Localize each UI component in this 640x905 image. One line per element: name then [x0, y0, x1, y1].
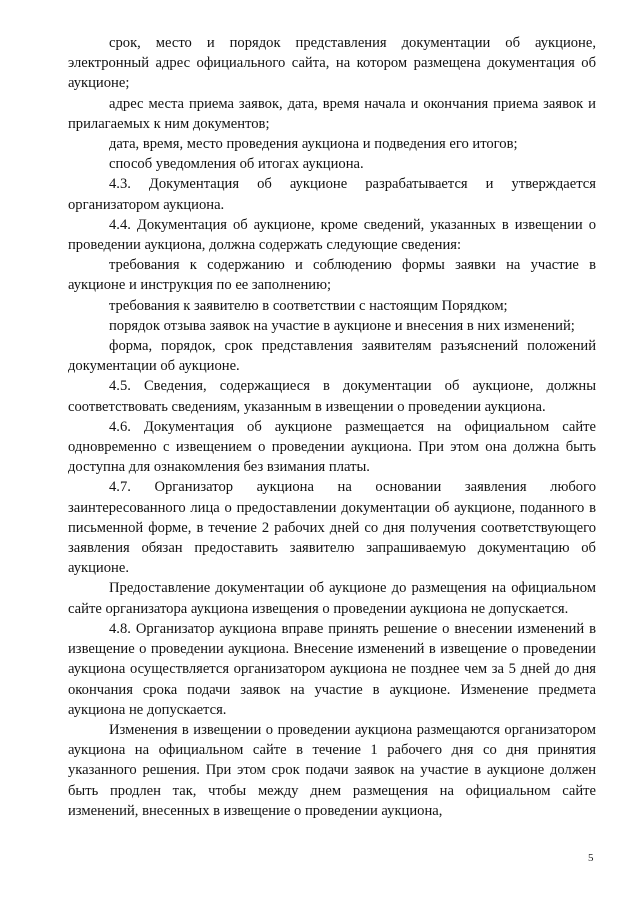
page-number: 5	[588, 852, 594, 864]
paragraph-section-4-3: 4.3. Документация об аукционе разрабатывается и утверждается организатором аукциона.	[68, 176, 596, 213]
paragraph-changes-publication: Изменения в извещении о проведении аукциона размещаются организатором аукциона на официальном сайте в течение 1 рабочего дня со дня принятия указанного решения. При этом срок подачи заявок на участие в аукционе должен быть продлен так, чтобы между днем размещения на официальном сайте изменений, внесенных в извещение о проведении аукциона,	[68, 721, 596, 819]
paragraph-notification-method: способ уведомления об итогах аукциона.	[109, 156, 364, 173]
paragraph-section-4-6: 4.6. Документация об аукционе размещается на официальном сайте одновременно с извещением о проведении аукциона. При этом она должна быть доступна для ознакомления без взимания платы.	[68, 418, 596, 476]
paragraph-section-4-8: 4.8. Организатор аукциона вправе принять решение о внесении изменений в извещение о проведении аукциона. Внесение изменений в извещение о проведении аукциона осуществляется организатором аукциона не позднее чем за 5 дней до дня окончания срока подачи заявок на участие в аукционе. Изменение предмета аукциона не допускается.	[68, 620, 596, 718]
paragraph-provision-restriction: Предоставление документации об аукционе до размещения на официальном сайте организатора аукциона извещения о проведении аукциона не допускается.	[68, 580, 596, 617]
paragraph-withdrawal-procedure: порядок отзыва заявок на участие в аукционе и внесения в них изменений;	[109, 317, 575, 334]
paragraph-applicant-requirements: требования к заявителю в соответствии с настоящим Порядком;	[109, 297, 508, 314]
paragraph-section-4-4: 4.4. Документация об аукционе, кроме сведений, указанных в извещении о проведении аукциона, должна содержать следующие сведения:	[68, 216, 596, 254]
paragraph-application-address: адрес места приема заявок, дата, время начала и окончания приема заявок и прилагаемых к ним документов;	[68, 95, 596, 132]
document-body	[68, 33, 596, 821]
paragraph-section-4-5: 4.5. Сведения, содержащиеся в документации об аукционе, должны соответствовать сведениям, указанным в извещении о проведении аукциона.	[68, 378, 596, 415]
paragraph-documentation-term: срок, место и порядок представления документации об аукционе, электронный адрес официального сайта, на котором размещена документация об аукционе;	[68, 35, 596, 92]
paragraph-application-form-requirements: требования к содержанию и соблюдению формы заявки на участие в аукционе и инструкция по ее заполнению;	[68, 257, 596, 294]
paragraph-auction-date-place: дата, время, место проведения аукциона и подведения его итогов;	[109, 136, 518, 153]
paragraph-clarifications: форма, порядок, срок представления заявителям разъяснений положений документации об аукционе.	[68, 338, 596, 375]
paragraph-section-4-7: 4.7. Организатор аукциона на основании заявления любого заинтересованного лица о предоставлении документации об аукционе, поданного в письменной форме, в течение 2 рабочих дней со дня получения соответствующего заявления обязан предоставить заявителю запрашиваемую документацию об аукционе.	[68, 479, 596, 577]
